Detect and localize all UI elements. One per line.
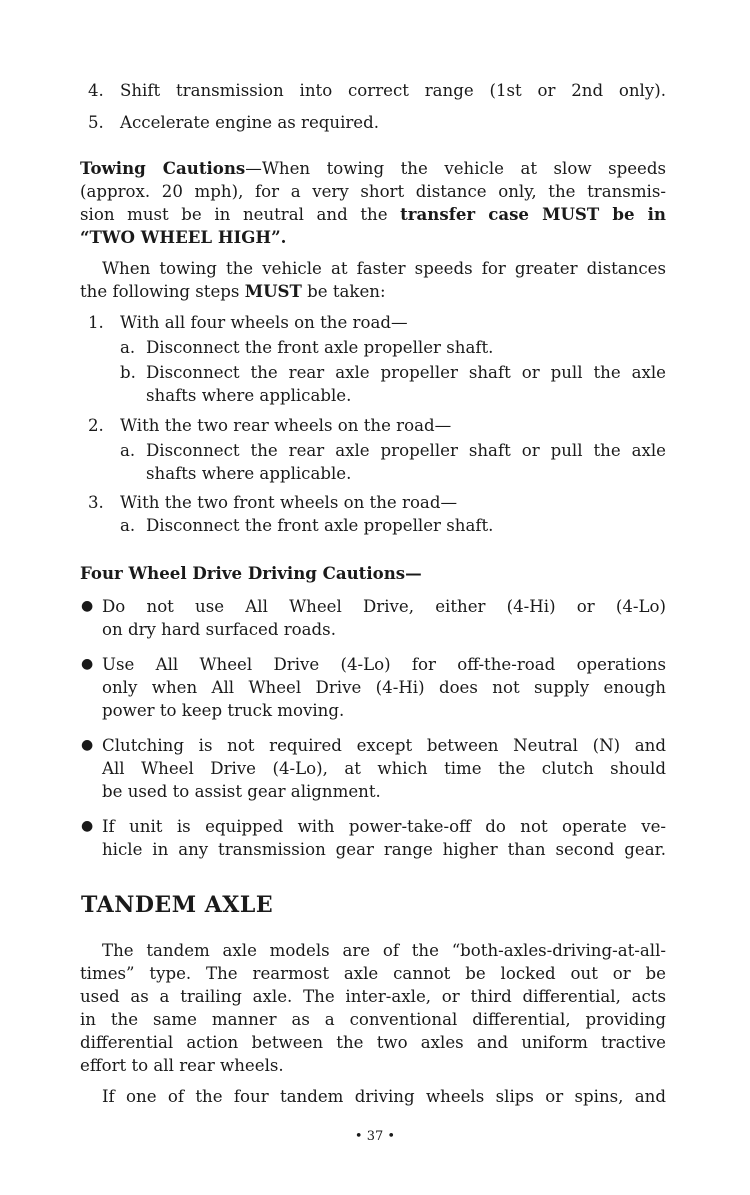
sub-letter: a. <box>120 441 136 460</box>
tandem-para-line: The tandem axle models are of the “both-axles-driving-at-all- <box>102 941 666 960</box>
step-text: With the two front wheels on the road— <box>120 493 458 512</box>
bullet-text: power to keep truck moving. <box>102 701 345 720</box>
step-text: With the two rear wheels on the road— <box>120 416 452 435</box>
bullet-text: hicle in any transmission gear range higher than second gear. <box>102 840 666 859</box>
sub-letter: b. <box>120 363 136 382</box>
towing-para2-line-2: the following steps MUST be taken: <box>80 281 386 301</box>
sub-text: Disconnect the front axle propeller shaft. <box>146 338 494 357</box>
sub-text: Disconnect the rear axle propeller shaft or pull the axle <box>146 363 666 382</box>
towing-line-2: (approx. 20 mph), for a very short distance only, the transmis- <box>80 182 666 201</box>
bullet-text: on dry hard surfaced roads. <box>102 620 336 639</box>
bullet-icon: ● <box>81 656 94 672</box>
sub-text: shafts where applicable. <box>146 464 352 483</box>
bullet-text: If unit is equipped with power-take-off do not operate ve- <box>102 817 666 836</box>
sub-text: Disconnect the front axle propeller shaft. <box>146 516 494 535</box>
bullet-text: only when All Wheel Drive (4-Hi) does not supply enough <box>102 678 666 697</box>
bullet-text: be used to assist gear alignment. <box>102 782 381 801</box>
step-number: 1. <box>88 313 104 332</box>
sub-text: Disconnect the rear axle propeller shaft or pull the axle <box>146 441 666 460</box>
bullet-text: Do not use All Wheel Drive, either (4-Hi) or (4-Lo) <box>102 597 666 616</box>
towing-para2-line-1: When towing the vehicle at faster speeds for greater distances <box>102 259 666 278</box>
bullet-icon: ● <box>81 598 94 614</box>
bullet-icon: ● <box>81 737 94 753</box>
tandem-para-line: effort to all rear wheels. <box>80 1056 284 1075</box>
step-text: Accelerate engine as required. <box>120 113 380 132</box>
bullet-text: Use All Wheel Drive (4-Lo) for off-the-road operations <box>102 655 666 674</box>
sub-letter: a. <box>120 338 136 357</box>
tandem-para-line: in the same manner as a conventional differential, providing <box>80 1010 666 1029</box>
bullet-icon: ● <box>81 818 94 834</box>
tandem-para-line: differential action between the two axles and uniform tractive <box>80 1033 666 1052</box>
step-number: 4. <box>88 81 104 100</box>
bullet-text: Clutching is not required except between Neutral (N) and <box>102 736 666 755</box>
bullet-text: All Wheel Drive (4-Lo), at which time the clutch should <box>102 759 666 778</box>
towing-cautions-heading: Towing Cautions <box>80 158 246 178</box>
page-number: • 37 • <box>354 1129 396 1144</box>
towing-line-1: Towing Cautions—When towing the vehicle at slow speeds <box>80 158 667 178</box>
tandem-para2-line: If one of the four tandem driving wheels slips or spins, and <box>102 1087 666 1106</box>
step-text: Shift transmission into correct range (1st or 2nd only). <box>120 81 666 100</box>
towing-line-3: sion must be in neutral and the transfer case MUST be in <box>80 204 666 224</box>
step-text: With all four wheels on the road— <box>120 313 408 332</box>
tandem-para-line: used as a trailing axle. The inter-axle, or third differential, acts <box>80 987 666 1006</box>
step-number: 2. <box>88 416 104 435</box>
step-number: 5. <box>88 113 104 132</box>
tandem-para-line: times” type. The rearmost axle cannot be locked out or be <box>80 964 666 983</box>
step-number: 3. <box>88 493 104 512</box>
fwd-cautions-heading: Four Wheel Drive Driving Cautions— <box>80 563 422 583</box>
sub-text: shafts where applicable. <box>146 386 352 405</box>
sub-letter: a. <box>120 516 136 535</box>
tandem-axle-heading: TANDEM AXLE <box>81 892 274 918</box>
towing-line-4: “TWO WHEEL HIGH”. <box>80 227 287 247</box>
